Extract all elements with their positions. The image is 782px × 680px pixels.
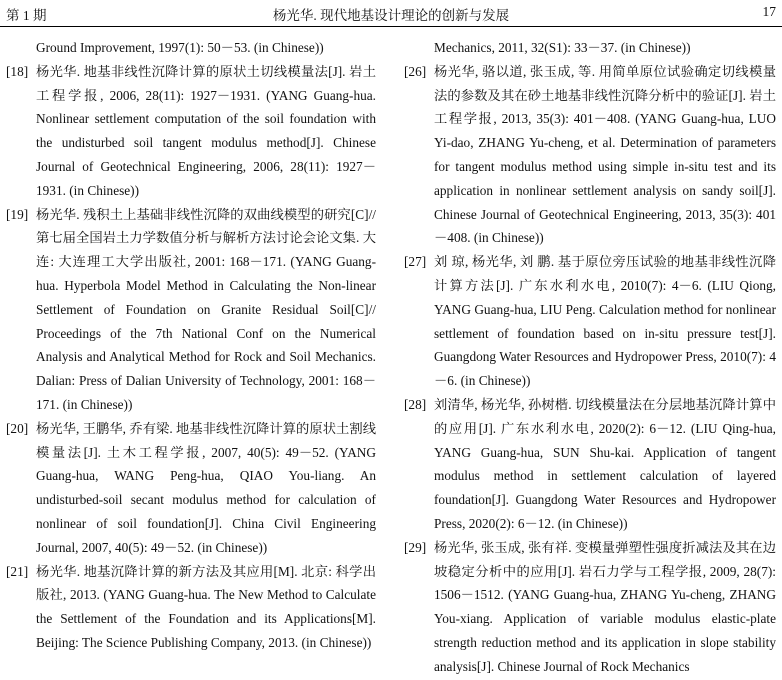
- reference-number: [27]: [404, 254, 427, 270]
- reference-number: [26]: [404, 63, 427, 79]
- reference-number: [19]: [6, 206, 29, 222]
- reference-text: 杨光华, 张玉成, 张有祥. 变模量弹塑性强度折减法及其在边坡稳定分析中的应用[J]. 岩石力学与工程学报, 2009, 28(7): 1506－1512. (YANG Guang-hua, ZHANG Yu-cheng, ZHANG You-xiang. Application of variable modulus elastic-plate strength reduction method and its application in slope stability analysis[J]. Chinese Journal of Rock Mechanics: [434, 539, 776, 674]
- reference-item: [6, 417, 376, 560]
- running-title: 杨光华. 现代地基设计理论的创新与发展: [272, 8, 510, 23]
- reference-item: [6, 60, 376, 203]
- reference-continuation: Mechanics, 2011, 32(S1): 33－37. (in Chinese)): [434, 40, 691, 55]
- reference-item: [404, 536, 776, 679]
- reference-text: 杨光华. 地基非线性沉降计算的原状土切线模量法[J]. 岩土工程学报, 2006, 28(11): 1927－1931. (YANG Guang-hua. Nonlinear settlement computation of the soil foundation with the undisturbed soil tangent modulus method[J]. Chinese Journal of Geotechnical Engineering, 2006, 28(11): 1927－1931. (in Chinese)): [36, 63, 376, 198]
- page-header: [0, 0, 782, 27]
- reference-number: [21]: [6, 563, 29, 579]
- page-number: 17: [762, 4, 776, 19]
- reference-number: [18]: [6, 63, 29, 79]
- reference-item: [6, 560, 376, 655]
- reference-number: [20]: [6, 420, 29, 436]
- reference-number: [29]: [404, 539, 427, 555]
- reference-text: 刘 琼, 杨光华, 刘 鹏. 基于原位旁压试验的地基非线性沉降计算方法[J]. 广东水利水电, 2010(7): 4－6. (LIU Qiong, YANG Guang-hua, LIU Peng. Calculation method for nonlinear settlement of foundation based on in-situ pressure test[J]. Guangdong Water Resources and Hydropower Press, 2010(7): 4－6. (in Chinese)): [434, 254, 776, 389]
- reference-item: [404, 250, 776, 393]
- reference-text: 杨光华. 残积土上基础非线性沉降的双曲线模型的研究[C]// 第七届全国岩土力学数值分析与解析方法讨论会论文集. 大连: 大连理工大学出版社, 2001: 168－171. (YANG Guang-hua. Hyperbola Model Method in Calculating the Non-linear Settlement of Foundation on Granite Residual Soil[C]// Proceedings of the 7th National Conf on the Numerical Analysis and Analytical Method for Rock and Soil Mechanics. Dalian: Press of Dalian University of Technology, 2001: 168－171. (in Chinese)): [36, 206, 376, 412]
- reference-text: 杨光华. 地基沉降计算的新方法及其应用[M]. 北京: 科学出版社, 2013. (YANG Guang-hua. The New Method to Calculate the Settlement of the Foundation and its Applications[M]. Beijing: The Science Publishing Company, 2013. (in Chinese)): [36, 563, 376, 650]
- right-column: [404, 36, 776, 679]
- reference-text: 杨光华, 骆以道, 张玉成, 等. 用简单原位试验确定切线模量法的参数及其在砂土地基非线性沉降分析中的验证[J]. 岩土工程学报, 2013, 35(3): 401－408. (YANG Guang-hua, LUO Yi-dao, ZHANG Yu-cheng, et al. Determination of parameters for tangent modulus method using simple in-situ test and its application in nonlinear settlement analysis on sandy soil[J]. Chinese Journal of Geotechnical Engineering, 2013, 35(3): 401－408. (in Chinese)): [434, 63, 776, 246]
- left-column: [6, 36, 376, 655]
- reference-continuation: Ground Improvement, 1997(1): 50－53. (in Chinese)): [36, 40, 324, 55]
- issue-label: 第 1 期: [6, 8, 47, 23]
- reference-text: 杨光华, 王鹏华, 乔有梁. 地基非线性沉降计算的原状土割线模量法[J]. 土木工程学报, 2007, 40(5): 49－52. (YANG Guang-hua, WANG Peng-hua, QIAO You-liang. An undisturbed-soil secant modulus method for calculation of nonlinear of soil foundation[J]. China Civil Engineering Journal, 2007, 40(5): 49－52. (in Chinese)): [36, 420, 376, 555]
- reference-text: 刘清华, 杨光华, 孙树楷. 切线模量法在分层地基沉降计算中的应用[J]. 广东水利水电, 2020(2): 6－12. (LIU Qing-hua, YANG Guang-hua, SUN Shu-kai. Application of tangent modulus method in settlement calculation of layered foundation[J]. Guangdong Water Resources and Hydropower Press, 2020(2): 6－12. (in Chinese)): [434, 396, 776, 531]
- reference-item: [6, 203, 376, 417]
- reference-number: [28]: [404, 396, 427, 412]
- reference-item: [404, 60, 776, 250]
- reference-item: [404, 393, 776, 536]
